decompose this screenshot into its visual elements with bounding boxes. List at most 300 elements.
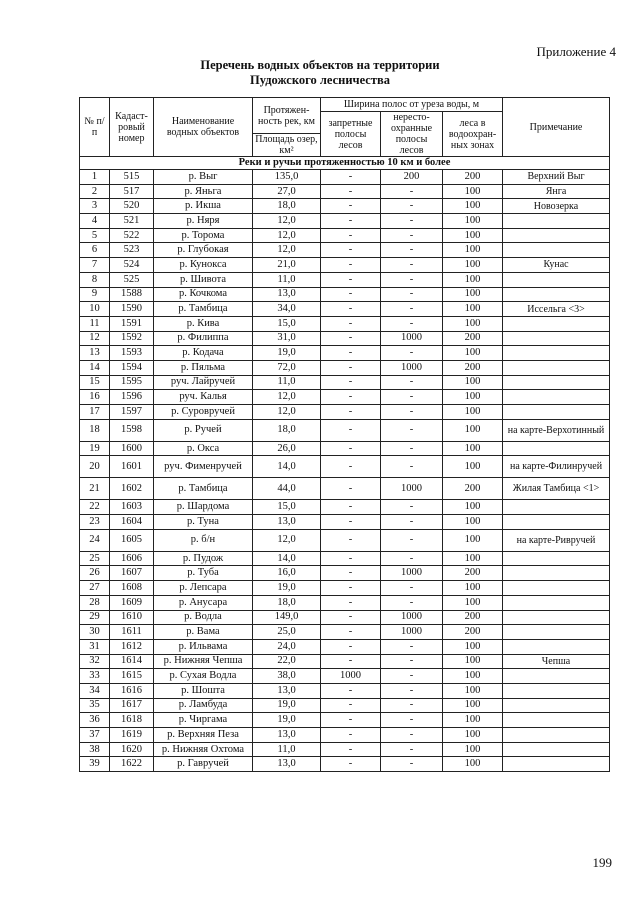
cell-water-protection: 100 [443,639,503,654]
cell-prohibited: - [321,728,381,743]
cell-name: р. Ильвама [154,639,253,654]
cell-note [503,272,610,287]
cell-length: 34,0 [253,302,321,317]
header-prohibited: запретные полосы лесов [321,112,381,157]
cell-spawning: - [381,375,443,390]
cell-prohibited: - [321,757,381,772]
cell-num: 34 [80,683,110,698]
cell-cadastral: 1618 [110,713,154,728]
cell-length: 149,0 [253,610,321,625]
table-row [80,456,610,478]
cell-prohibited: - [321,419,381,441]
cell-name: р. Шардома [154,500,253,515]
table-row [80,405,610,420]
cell-prohibited: - [321,698,381,713]
header-cadastral: Кадаст-ровый номер [110,98,154,157]
cell-cadastral: 1593 [110,346,154,361]
cell-num: 18 [80,419,110,441]
section-title: Реки и ручьи протяженностью 10 км и более [80,157,610,170]
cell-note [503,515,610,530]
title-line-2: Пудожского лесничества [250,73,390,87]
cell-name: р. Нижняя Охтома [154,742,253,757]
cell-length: 19,0 [253,346,321,361]
cell-cadastral: 1608 [110,581,154,596]
table-row [80,258,610,273]
cell-num: 33 [80,669,110,684]
cell-water-protection: 100 [443,669,503,684]
cell-num: 5 [80,228,110,243]
cell-cadastral: 517 [110,184,154,199]
cell-spawning: - [381,551,443,566]
cell-prohibited: - [321,199,381,214]
cell-name: р. Шошта [154,683,253,698]
cell-prohibited: - [321,551,381,566]
cell-num: 20 [80,456,110,478]
cell-num: 32 [80,654,110,669]
cell-spawning: - [381,713,443,728]
cell-water-protection: 100 [443,302,503,317]
cell-length: 14,0 [253,551,321,566]
cell-cadastral: 1609 [110,595,154,610]
cell-name: р. Яньга [154,184,253,199]
cell-water-protection: 100 [443,184,503,199]
cell-num: 1 [80,170,110,185]
cell-spawning: 1000 [381,610,443,625]
cell-num: 16 [80,390,110,405]
cell-note [503,698,610,713]
cell-spawning: - [381,698,443,713]
cell-prohibited: - [321,390,381,405]
table-row [80,272,610,287]
cell-cadastral: 1616 [110,683,154,698]
cell-prohibited: - [321,441,381,456]
cell-name: р. Окса [154,441,253,456]
cell-water-protection: 100 [443,654,503,669]
cell-cadastral: 1614 [110,654,154,669]
cell-spawning: - [381,184,443,199]
cell-spawning: - [381,500,443,515]
cell-length: 13,0 [253,728,321,743]
table-row [80,500,610,515]
cell-num: 10 [80,302,110,317]
cell-water-protection: 100 [443,390,503,405]
cell-water-protection: 200 [443,610,503,625]
cell-length: 13,0 [253,683,321,698]
cell-note [503,331,610,346]
cell-length: 14,0 [253,456,321,478]
table-row [80,639,610,654]
cell-prohibited: - [321,610,381,625]
cell-prohibited: - [321,184,381,199]
cell-cadastral: 1601 [110,456,154,478]
cell-cadastral: 1598 [110,419,154,441]
cell-spawning: - [381,595,443,610]
cell-note: Чепша [503,654,610,669]
cell-water-protection: 100 [443,405,503,420]
cell-num: 21 [80,478,110,500]
cell-name: р. Кодача [154,346,253,361]
cell-prohibited: - [321,683,381,698]
cell-prohibited: - [321,272,381,287]
cell-prohibited: - [321,228,381,243]
cell-spawning: - [381,199,443,214]
table-row [80,728,610,743]
cell-name: р. Сухая Водла [154,669,253,684]
header-num: № п/п [80,98,110,157]
cell-water-protection: 200 [443,360,503,375]
cell-water-protection: 100 [443,713,503,728]
table-row [80,375,610,390]
cell-name: р. Верхняя Пеза [154,728,253,743]
cell-note: на карте-Филинручей [503,456,610,478]
cell-water-protection: 100 [443,757,503,772]
cell-cadastral: 1602 [110,478,154,500]
table-row [80,287,610,302]
cell-note [503,405,610,420]
table-row [80,595,610,610]
cell-spawning: - [381,515,443,530]
table-row [80,625,610,640]
cell-prohibited: - [321,405,381,420]
cell-cadastral: 1607 [110,566,154,581]
cell-name: р. Торома [154,228,253,243]
cell-water-protection: 100 [443,316,503,331]
cell-name: р. Ламбуда [154,698,253,713]
cell-length: 24,0 [253,639,321,654]
table-row [80,243,610,258]
cell-spawning: - [381,581,443,596]
cell-prohibited: - [321,360,381,375]
cell-name: р. Гавручей [154,757,253,772]
cell-note [503,669,610,684]
cell-length: 18,0 [253,595,321,610]
cell-cadastral: 515 [110,170,154,185]
title-line-1: Перечень водных объектов на территории [200,58,440,72]
table-row [80,698,610,713]
cell-num: 31 [80,639,110,654]
cell-length: 44,0 [253,478,321,500]
cell-name: р. б/н [154,529,253,551]
table-row [80,566,610,581]
cell-cadastral: 1610 [110,610,154,625]
cell-prohibited: - [321,581,381,596]
cell-water-protection: 200 [443,566,503,581]
cell-length: 38,0 [253,669,321,684]
header-water-protection: леса в водоохран-ных зонах [443,112,503,157]
cell-cadastral: 1588 [110,287,154,302]
cell-water-protection: 100 [443,375,503,390]
cell-cadastral: 1605 [110,529,154,551]
cell-water-protection: 100 [443,728,503,743]
cell-note [503,595,610,610]
cell-spawning: - [381,272,443,287]
cell-length: 11,0 [253,272,321,287]
cell-name: руч. Калья [154,390,253,405]
cell-cadastral: 1603 [110,500,154,515]
cell-name: р. Кочкома [154,287,253,302]
cell-spawning: - [381,405,443,420]
cell-num: 12 [80,331,110,346]
cell-water-protection: 100 [443,683,503,698]
cell-length: 11,0 [253,375,321,390]
cell-water-protection: 100 [443,346,503,361]
cell-spawning: - [381,258,443,273]
cell-spawning: - [381,742,443,757]
cell-water-protection: 100 [443,500,503,515]
cell-length: 21,0 [253,258,321,273]
cell-name: р. Водла [154,610,253,625]
cell-cadastral: 1591 [110,316,154,331]
table-row [80,515,610,530]
document-title [0,58,640,88]
cell-length: 22,0 [253,654,321,669]
header-area: Площадь озер, км² [253,134,321,157]
cell-name: р. Икша [154,199,253,214]
cell-name: р. Суровручей [154,405,253,420]
table-row [80,529,610,551]
cell-spawning: - [381,243,443,258]
cell-prohibited: - [321,500,381,515]
cell-length: 13,0 [253,287,321,302]
table-row [80,654,610,669]
cell-spawning: 1000 [381,331,443,346]
cell-note [503,610,610,625]
page-number: 199 [592,855,612,870]
cell-spawning: 1000 [381,478,443,500]
cell-note [503,728,610,743]
cell-prohibited: - [321,742,381,757]
cell-length: 12,0 [253,390,321,405]
cell-water-protection: 100 [443,287,503,302]
section-row [80,157,610,170]
cell-water-protection: 100 [443,456,503,478]
cell-name: р. Лепсара [154,581,253,596]
cell-spawning: 200 [381,170,443,185]
cell-prohibited: - [321,566,381,581]
cell-num: 39 [80,757,110,772]
cell-note [503,390,610,405]
cell-spawning: - [381,316,443,331]
cell-name: р. Тамбица [154,302,253,317]
cell-cadastral: 1594 [110,360,154,375]
cell-water-protection: 200 [443,478,503,500]
table-row [80,331,610,346]
cell-length: 12,0 [253,228,321,243]
cell-num: 24 [80,529,110,551]
cell-prohibited: - [321,639,381,654]
cell-prohibited: - [321,713,381,728]
cell-num: 13 [80,346,110,361]
cell-prohibited: - [321,654,381,669]
cell-cadastral: 1622 [110,757,154,772]
cell-cadastral: 1592 [110,331,154,346]
cell-prohibited: - [321,346,381,361]
cell-cadastral: 1595 [110,375,154,390]
cell-spawning: 1000 [381,625,443,640]
water-objects-table [79,97,610,772]
table-row [80,551,610,566]
cell-name: р. Туба [154,566,253,581]
cell-cadastral: 1597 [110,405,154,420]
cell-num: 19 [80,441,110,456]
cell-cadastral: 520 [110,199,154,214]
cell-length: 12,0 [253,214,321,229]
cell-cadastral: 523 [110,243,154,258]
cell-num: 36 [80,713,110,728]
table-row [80,228,610,243]
cell-num: 6 [80,243,110,258]
cell-num: 28 [80,595,110,610]
table-row [80,683,610,698]
cell-water-protection: 100 [443,228,503,243]
table-row [80,742,610,757]
cell-spawning: - [381,228,443,243]
cell-prohibited: - [321,595,381,610]
table-row [80,478,610,500]
cell-length: 25,0 [253,625,321,640]
cell-name: р. Пяльма [154,360,253,375]
cell-spawning: - [381,728,443,743]
cell-water-protection: 100 [443,529,503,551]
cell-prohibited: - [321,375,381,390]
cell-name: р. Няря [154,214,253,229]
cell-note [503,713,610,728]
cell-prohibited: 1000 [321,669,381,684]
cell-note [503,581,610,596]
cell-num: 35 [80,698,110,713]
cell-name: р. Глубокая [154,243,253,258]
cell-name: р. Филиппа [154,331,253,346]
cell-note [503,566,610,581]
cell-note [503,287,610,302]
cell-length: 19,0 [253,581,321,596]
cell-prohibited: - [321,302,381,317]
cell-water-protection: 100 [443,441,503,456]
cell-note [503,346,610,361]
cell-cadastral: 524 [110,258,154,273]
table-row [80,346,610,361]
cell-length: 12,0 [253,405,321,420]
cell-note: Новозерка [503,199,610,214]
cell-prohibited: - [321,515,381,530]
cell-spawning: - [381,456,443,478]
cell-name: р. Кива [154,316,253,331]
cell-note [503,360,610,375]
header-width-group: Ширина полос от уреза воды, м [321,98,503,112]
cell-length: 12,0 [253,243,321,258]
header-length: Протяжен-ность рек, км [253,98,321,134]
cell-name: руч. Фименручей [154,456,253,478]
cell-cadastral: 1606 [110,551,154,566]
cell-spawning: - [381,419,443,441]
header-spawning: нересто-охранные полосы лесов [381,112,443,157]
table-row [80,184,610,199]
cell-note [503,757,610,772]
cell-water-protection: 200 [443,331,503,346]
cell-length: 11,0 [253,742,321,757]
cell-spawning: 1000 [381,566,443,581]
cell-note [503,214,610,229]
cell-cadastral: 521 [110,214,154,229]
cell-note: Кунас [503,258,610,273]
cell-note [503,683,610,698]
cell-note [503,551,610,566]
cell-note: на карте-Верхотинный [503,419,610,441]
cell-length: 135,0 [253,170,321,185]
table-row [80,390,610,405]
cell-spawning: - [381,346,443,361]
cell-num: 23 [80,515,110,530]
cell-cadastral: 1619 [110,728,154,743]
cell-num: 8 [80,272,110,287]
cell-num: 15 [80,375,110,390]
table-row [80,669,610,684]
cell-spawning: - [381,654,443,669]
cell-num: 4 [80,214,110,229]
cell-note: Жилая Тамбица <1> [503,478,610,500]
cell-name: р. Выг [154,170,253,185]
cell-prohibited: - [321,170,381,185]
cell-length: 19,0 [253,713,321,728]
cell-num: 3 [80,199,110,214]
cell-spawning: - [381,639,443,654]
cell-num: 11 [80,316,110,331]
cell-prohibited: - [321,258,381,273]
cell-cadastral: 1604 [110,515,154,530]
cell-name: р. Тамбица [154,478,253,500]
cell-water-protection: 100 [443,419,503,441]
cell-spawning: - [381,441,443,456]
table-row [80,214,610,229]
table-row [80,170,610,185]
table-row [80,441,610,456]
cell-num: 38 [80,742,110,757]
cell-cadastral: 525 [110,272,154,287]
table-row [80,581,610,596]
cell-prohibited: - [321,243,381,258]
cell-length: 31,0 [253,331,321,346]
cell-length: 18,0 [253,199,321,214]
table-row [80,713,610,728]
cell-name: р. Анусара [154,595,253,610]
cell-cadastral: 522 [110,228,154,243]
table-row [80,316,610,331]
cell-note [503,316,610,331]
cell-length: 15,0 [253,316,321,331]
cell-spawning: - [381,390,443,405]
cell-note [503,639,610,654]
cell-prohibited: - [321,287,381,302]
header-name: Наименование водных объектов [154,98,253,157]
cell-spawning: - [381,287,443,302]
cell-spawning: - [381,529,443,551]
table-row [80,419,610,441]
cell-water-protection: 200 [443,170,503,185]
cell-num: 30 [80,625,110,640]
cell-length: 72,0 [253,360,321,375]
cell-note [503,625,610,640]
appendix-label: Приложение 4 [536,44,616,59]
cell-cadastral: 1596 [110,390,154,405]
cell-num: 2 [80,184,110,199]
cell-prohibited: - [321,478,381,500]
cell-cadastral: 1600 [110,441,154,456]
table-row [80,302,610,317]
cell-note: Янга [503,184,610,199]
cell-length: 19,0 [253,698,321,713]
table-row [80,757,610,772]
cell-name: р. Пудож [154,551,253,566]
